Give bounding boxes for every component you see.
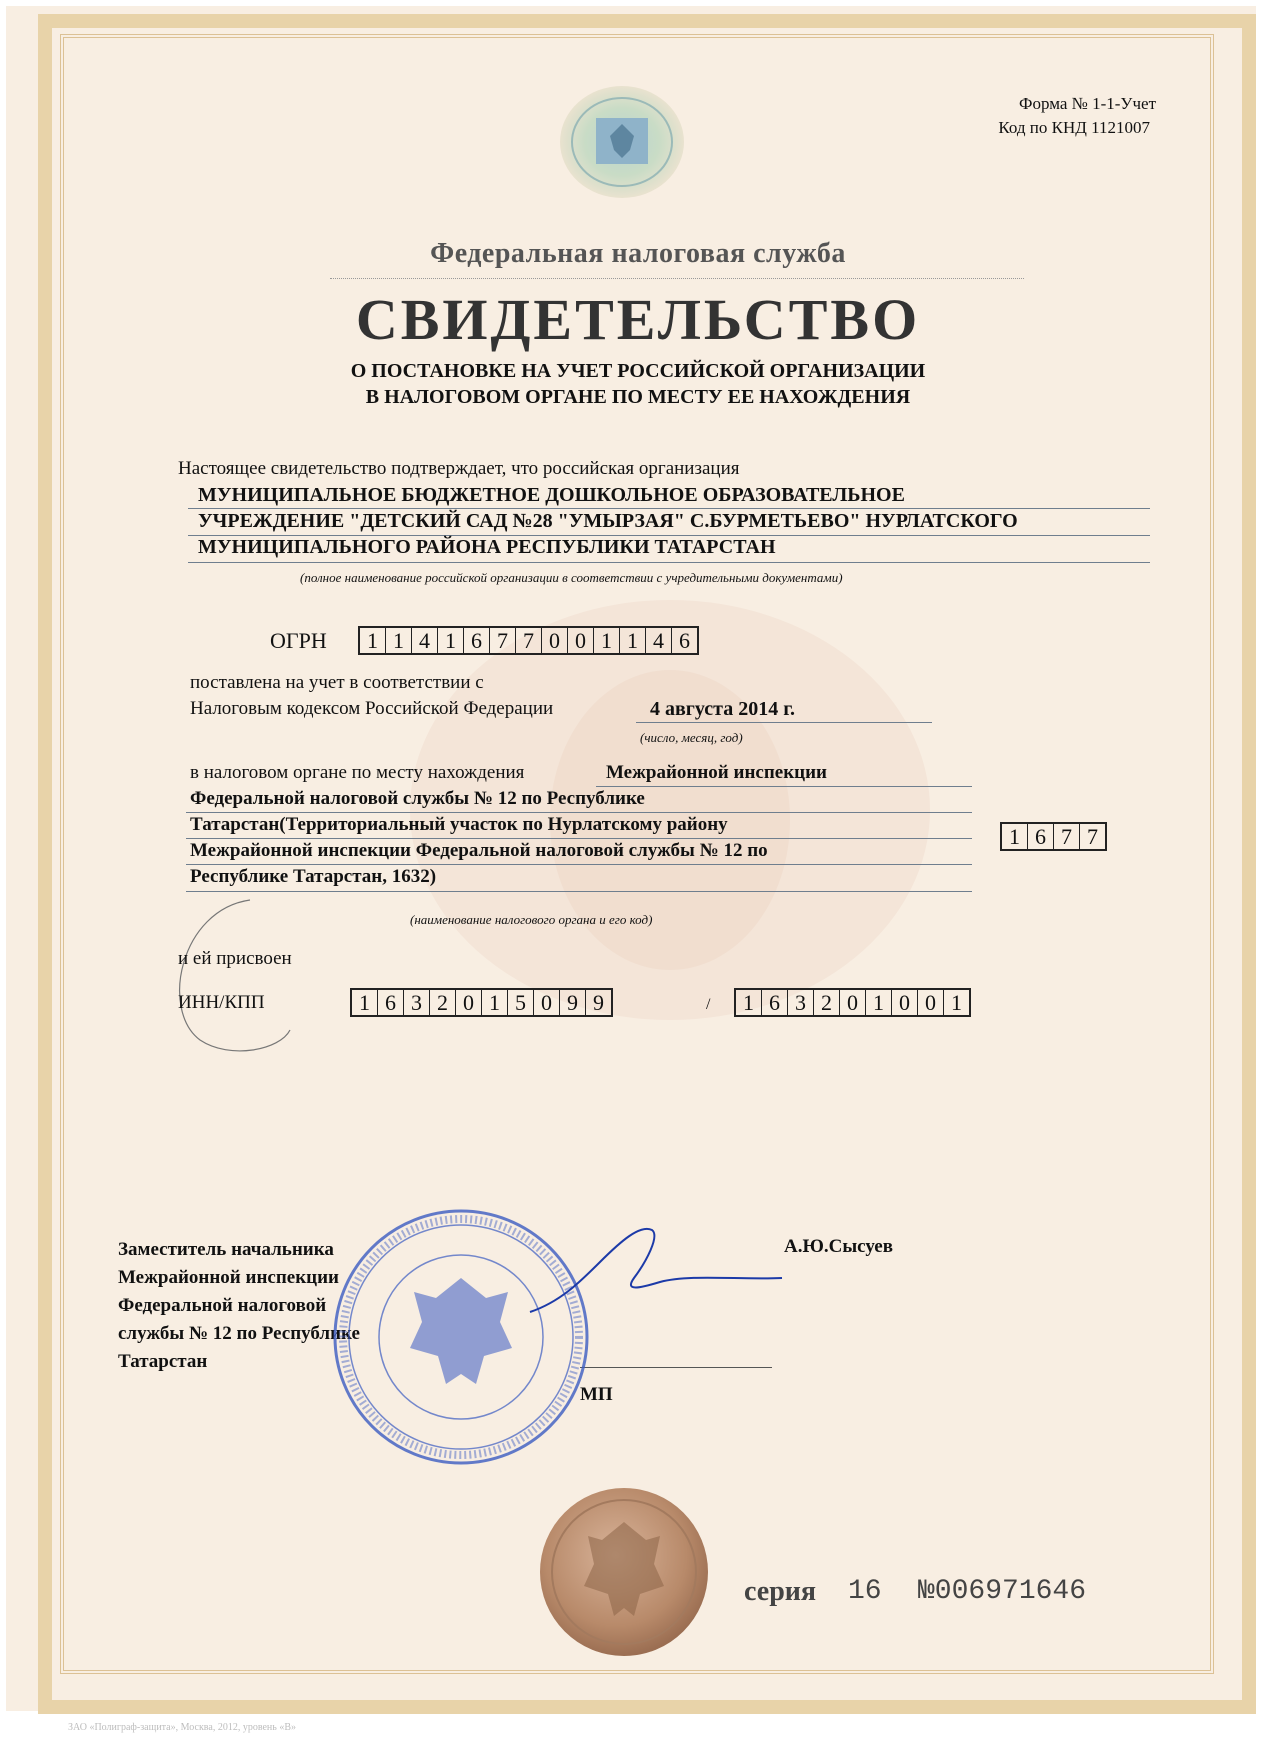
digit-cell: 1 (386, 628, 412, 653)
digit-cell: 0 (534, 990, 560, 1015)
underline (186, 812, 972, 813)
digit-cell: 0 (568, 628, 594, 653)
digit-cell: 1 (438, 628, 464, 653)
digit-cell: 6 (378, 990, 404, 1015)
digit-cell: 1 (1002, 824, 1028, 849)
organization-intro: Настоящее свидетельство подтверждает, что российская организация (178, 458, 740, 479)
digit-cell: 1 (360, 628, 386, 653)
inn-kpp-separator: / (706, 996, 711, 1013)
organization-name-line: МУНИЦИПАЛЬНОГО РАЙОНА РЕСПУБЛИКИ ТАТАРСТАН (198, 536, 776, 558)
knd-code: Код по КНД 1121007 (998, 118, 1150, 137)
digit-cell: 0 (840, 990, 866, 1015)
date-caption: (число, месяц, год) (640, 730, 743, 745)
digit-cell: 1 (951, 989, 962, 1015)
hologram-emblem (558, 84, 686, 200)
registration-line-1: поставлена на учет в соответствии с (190, 672, 484, 693)
series-value: 16 (848, 1576, 882, 1607)
digit-cell: 1 (352, 990, 378, 1015)
assigned-text: и ей присвоен (178, 948, 292, 969)
ogrn-label: ОГРН (270, 628, 327, 653)
digit-cell: 1 (594, 628, 620, 653)
serial-number: №006971646 (918, 1576, 1087, 1607)
digit-cell: 4 (412, 628, 438, 653)
digit-cell: 3 (788, 990, 814, 1015)
underline (596, 786, 972, 787)
underline (186, 838, 972, 839)
digit-cell: 0 (892, 990, 918, 1015)
digit-cell: 1 (620, 628, 646, 653)
digit-cell: 7 (1087, 823, 1098, 849)
digit-cell: 0 (542, 628, 568, 653)
digit-cell: 9 (560, 990, 586, 1015)
stamp-place-label: МП (580, 1384, 613, 1405)
digit-cell: 1 (482, 990, 508, 1015)
digit-cell: 2 (814, 990, 840, 1015)
underline (188, 508, 1150, 509)
underline (186, 891, 972, 892)
handwritten-signature (520, 1222, 790, 1332)
printer-note: ЗАО «Полиграф-защита», Москва, 2012, уровень «В» (68, 1722, 297, 1733)
digit-cell: 6 (762, 990, 788, 1015)
subtitle-line-2: В НАЛОГОВОМ ОРГАНЕ ПО МЕСТУ ЕЕ НАХОЖДЕНИЯ (365, 386, 911, 408)
digit-cell: 1 (736, 990, 762, 1015)
foil-seal (538, 1486, 710, 1658)
subtitle-line-1: О ПОСТАНОВКЕ НА УЧЕТ РОССИЙСКОЙ ОРГАНИЗАЦИИ (350, 360, 926, 382)
digit-cell: 6 (679, 627, 690, 653)
registration-date: 4 августа 2014 г. (650, 698, 796, 720)
underline (186, 864, 972, 865)
signatory-position-line: Татарстан (118, 1351, 208, 1372)
signatory-position-line: службы № 12 по Республике (118, 1323, 360, 1344)
digit-cell: 4 (646, 628, 672, 653)
organization-name-line: УЧРЕЖДЕНИЕ "ДЕТСКИЙ САД №28 "УМЫРЗАЯ" С.БУРМЕТЬЕВО" НУРЛАТСКОГО (198, 510, 1018, 532)
digit-cell: 5 (508, 990, 534, 1015)
tax-authority-caption: (наименование налогового органа и его код) (410, 912, 653, 927)
inn-kpp-label: ИНН/КПП (178, 992, 265, 1013)
tax-authority-name-line: Федеральной налоговой службы № 12 по Республике (190, 788, 645, 809)
digit-cell: 6 (464, 628, 490, 653)
signatory-position-line: Межрайонной инспекции (118, 1267, 339, 1288)
digit-cell: 9 (593, 989, 604, 1015)
ogrn-digits (358, 626, 699, 655)
digit-cell: 3 (404, 990, 430, 1015)
signatory-position-line: Федеральной налоговой (118, 1295, 327, 1316)
header-divider (330, 278, 1024, 279)
series-label: серия (744, 1576, 817, 1607)
signer-name: А.Ю.Сысуев (784, 1236, 893, 1257)
pen-stroke (140, 890, 300, 1070)
underline (188, 562, 1150, 563)
form-number: Форма № 1-1-Учет (1019, 94, 1156, 113)
digit-cell: 7 (1054, 824, 1080, 849)
registration-line-2: Налоговым кодексом Российской Федерации (190, 698, 554, 719)
document-title: СВИДЕТЕЛЬСТВО (355, 287, 921, 352)
tax-authority-intro: в налоговом органе по месту нахождения (190, 762, 525, 783)
signature-line (580, 1367, 772, 1368)
organization-name-line: МУНИЦИПАЛЬНОЕ БЮДЖЕТНОЕ ДОШКОЛЬНОЕ ОБРАЗОВАТЕЛЬНОЕ (198, 484, 905, 506)
tax-authority-code (1000, 822, 1107, 851)
signatory-position (118, 1236, 360, 1376)
digit-cell: 6 (1028, 824, 1054, 849)
digit-cell: 0 (918, 990, 944, 1015)
digit-cell: 7 (490, 628, 516, 653)
tax-authority-name-line: Республике Татарстан, 1632) (190, 866, 437, 887)
digit-cell: 0 (456, 990, 482, 1015)
signatory-position-line: Заместитель начальника (118, 1239, 334, 1260)
kpp-digits (734, 988, 971, 1017)
digit-cell: 2 (430, 990, 456, 1015)
inn-digits (350, 988, 613, 1017)
tax-authority-name-line: Татарстан(Территориальный участок по Нурлатскому району (190, 814, 728, 835)
tax-authority-name-line: Межрайонной инспекции (606, 762, 827, 783)
agency-name: Федеральная налоговая служба (430, 238, 846, 269)
organization-caption: (полное наименование российской организации в соответствии с учредительными документами) (300, 570, 843, 585)
digit-cell: 7 (516, 628, 542, 653)
underline (636, 722, 932, 723)
digit-cell: 1 (866, 990, 892, 1015)
tax-authority-name-line: Межрайонной инспекции Федеральной налоговой службы № 12 по (190, 840, 768, 861)
